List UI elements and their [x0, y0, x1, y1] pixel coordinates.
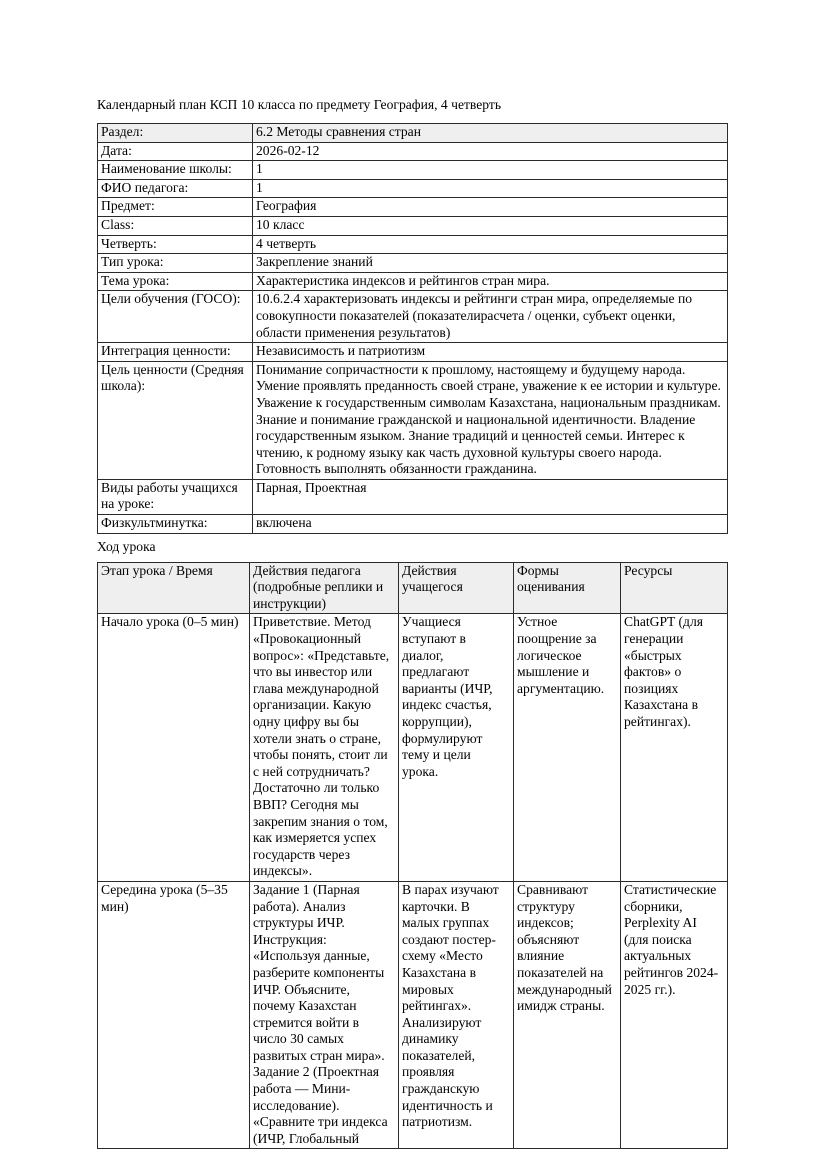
info-row-subject: [98, 198, 728, 217]
teacher-actions-cell: Задание 1 (Парная работа). Анализ структуры ИЧР. Инструкция: «Используя данные, разберите компоненты ИЧР. Объясните, почему Казахстан стремится войти в число 30 самых развитых стран мира». Задание 2 (Проектная работа — Мини-исследование). «Сравните три индекса (ИЧР, Глобальный: [250, 881, 399, 1149]
info-label: Виды работы учащихся на уроке:: [98, 479, 253, 514]
info-label: Четверть:: [98, 235, 253, 254]
assessment-cell: Сравнивают структуру индексов; объясняют влияние показателей на международный имидж страны.: [514, 881, 621, 1149]
info-row-lesson-topic: [98, 272, 728, 291]
info-label: Class:: [98, 216, 253, 235]
info-value: 10 класс: [253, 216, 728, 235]
info-value: 1: [253, 161, 728, 180]
info-row-lesson-type: [98, 254, 728, 273]
resources-cell: Статистические сборники, Perplexity AI (для поиска актуальных рейтингов 2024-2025 гг.).: [621, 881, 728, 1149]
info-row-class: [98, 216, 728, 235]
info-value: Независимость и патриотизм: [253, 343, 728, 362]
assessment-cell: Устное поощрение за логическое мышление и аргументацию.: [514, 614, 621, 882]
info-row-values-integration: [98, 343, 728, 362]
info-row-teacher: [98, 179, 728, 198]
stage-cell: Начало урока (0–5 мин): [98, 614, 250, 882]
info-row-goals: [98, 291, 728, 343]
info-value: География: [253, 198, 728, 217]
info-label: Наименование школы:: [98, 161, 253, 180]
info-value: Парная, Проектная: [253, 479, 728, 514]
info-label: Раздел:: [98, 124, 253, 143]
info-label: Интеграция ценности:: [98, 343, 253, 362]
info-value: Закрепление знаний: [253, 254, 728, 273]
lesson-flow-table: [97, 562, 728, 1150]
student-actions-cell: В парах изучают карточки. В малых группах создают постер-схему «Место Казахстана в мировых рейтингах». Анализируют динамику показателей, проявляя гражданскую идентичность и патриотизм.: [399, 881, 514, 1149]
info-value: 2026-02-12: [253, 142, 728, 161]
info-label: Дата:: [98, 142, 253, 161]
document-page: [97, 96, 727, 1149]
info-value: 1: [253, 179, 728, 198]
student-actions-cell: Учащиеся вступают в диалог, предлагают варианты (ИЧР, индекс счастья, коррупции), формулируют тему и цели урока.: [399, 614, 514, 882]
info-label: Цель ценности (Средняя школа):: [98, 361, 253, 479]
info-row-school: [98, 161, 728, 180]
info-value: Характеристика индексов и рейтингов стран мира.: [253, 272, 728, 291]
document-title: Календарный план КСП 10 класса по предмету География, 4 четверть: [97, 97, 502, 112]
lesson-info-table: [97, 123, 728, 534]
info-label: Физкультминутка:: [98, 515, 253, 534]
lesson-flow-heading: Ход урока: [97, 538, 156, 554]
info-row-values-goal: [98, 361, 728, 479]
lesson-table-header-row: [98, 562, 728, 614]
info-row-work-types: [98, 479, 728, 514]
info-label: ФИО педагога:: [98, 179, 253, 198]
col-header-stage: Этап урока / Время: [98, 562, 250, 614]
lesson-row-middle: [98, 881, 728, 1149]
info-label: Цели обучения (ГОСО):: [98, 291, 253, 343]
stage-cell: Середина урока (5–35 мин): [98, 881, 250, 1149]
col-header-resources: Ресурсы: [621, 562, 728, 614]
resources-cell: ChatGPT (для генерации «быстрых фактов» о позициях Казахстана в рейтингах).: [621, 614, 728, 882]
col-header-teacher-actions: Действия педагога (подробные реплики и инструкции): [250, 562, 399, 614]
info-value: 10.6.2.4 характеризовать индексы и рейтинги стран мира, определяемые по совокупности показателей (показателирасчета / оценки, субъект оценки, области применения результатов): [253, 291, 728, 343]
info-row-razdel: [98, 124, 728, 143]
info-label: Тема урока:: [98, 272, 253, 291]
info-value: 4 четверть: [253, 235, 728, 254]
info-label: Предмет:: [98, 198, 253, 217]
info-value: включена: [253, 515, 728, 534]
info-value: 6.2 Методы сравнения стран: [253, 124, 728, 143]
info-row-quarter: [98, 235, 728, 254]
col-header-assessment: Формы оценивания: [514, 562, 621, 614]
teacher-actions-cell: Приветствие. Метод «Провокационный вопрос»: «Представьте, что вы инвестор или глава международной организации. Какую одну цифру вы бы хотели знать о стране, чтобы понять, стоит ли с ней сотрудничать? Достаточно ли только ВВП? Сегодня мы закрепим знания о том, как измеряется успех государств через индексы».: [250, 614, 399, 882]
info-row-data: [98, 142, 728, 161]
lesson-row-start: [98, 614, 728, 882]
info-label: Тип урока:: [98, 254, 253, 273]
info-value: Понимание сопричастности к прошлому, настоящему и будущему народа. Умение проявлять преданность своей стране, уважение к ее истории и культуре. Уважение к государственным символам Казахстана, национальным праздникам. Знание и понимание гражданской и национальной идентичности. Владение государственным языком. Знание традиций и ценностей семьи. Интерес к чтению, к родному языку как часть духовной культуры своего народа. Готовность выполнять обязанности гражданина.: [253, 361, 728, 479]
info-row-phys-minute: [98, 515, 728, 534]
col-header-student-actions: Действия учащегося: [399, 562, 514, 614]
